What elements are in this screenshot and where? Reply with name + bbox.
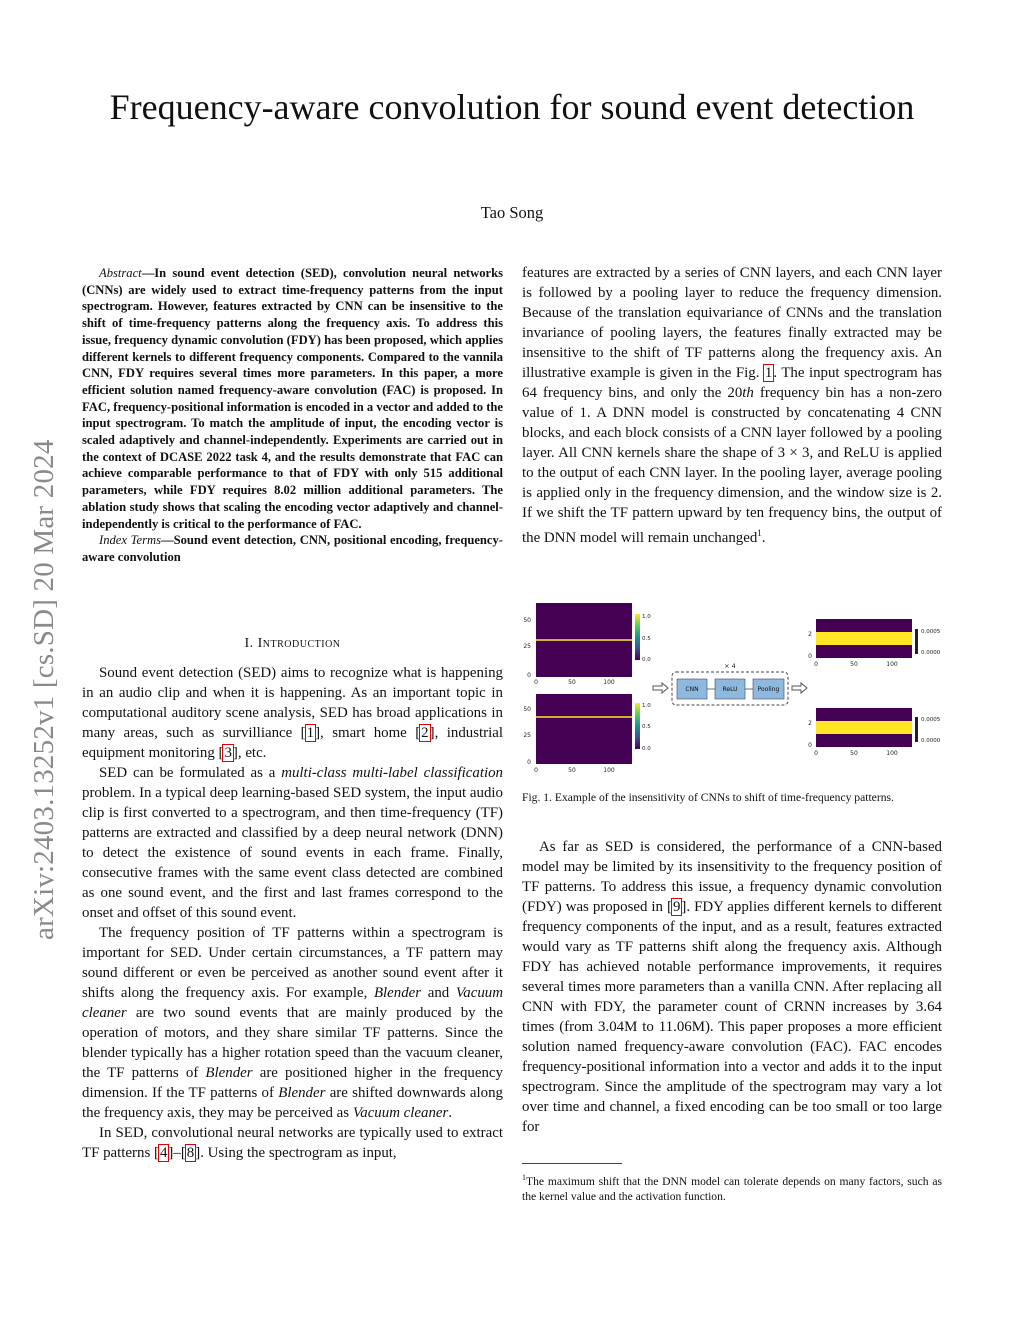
footnote-rule xyxy=(522,1163,622,1164)
cbar-tick: 0.0000 xyxy=(921,650,941,656)
y-tick: 2 xyxy=(808,720,812,727)
input-spectrogram-bottom xyxy=(523,694,651,774)
dnn-block-diagram xyxy=(672,662,788,705)
index-terms-label: Index Terms xyxy=(99,533,161,548)
citation-link[interactable]: 2 xyxy=(421,725,429,741)
x-tick: 50 xyxy=(568,767,576,774)
figure-link[interactable]: 1 xyxy=(764,365,773,381)
colorbar xyxy=(635,614,640,660)
x-tick: 0 xyxy=(534,767,538,774)
paper-title: Frequency-aware convolution for sound event detection xyxy=(109,87,915,127)
figure-caption: Fig. 1. Example of the insensitivity of CNNs to shift of time-frequency patterns. xyxy=(522,791,894,804)
paragraph: Sound event detection (SED) aims to recognize what is happening in an audio clip and when it is happening. As an important topic in computational auditory scene analysis, SED has broad applications in many areas, such as survilliance [1], smart home [2], industrial equipment monitoring [3], etc. xyxy=(82,665,503,761)
paragraph: features are extracted by a series of CNN layers, and each CNN layer is followed by a pooling layer to reduce the frequency dimension. Because of the translation equivariance of CNNs and the translation invariance of pooling layers, the features finally extracted may be insensitive to the shift of TF patterns along the frequency axis. An illustrative example is given in the Fig. 1. The input spectrogram has 64 frequency bins, and only the 20th frequency bin has a non-zero value of 1. A DNN model is constructed by concatenating 4 CNN blocks, and each block consists of a CNN layer followed by a pooling layer. All CNN kernels share the shape of 3 × 3, and ReLU is applied to the output of each CNN layer. In the pooling layer, average pooling is applied only in the frequency dimension, and the window size is 2. If we shift the TF pattern upward by ten frequency bins, the output of the DNN model will remain unchanged$^1$. xyxy=(522,265,942,546)
x-tick: 50 xyxy=(568,679,576,686)
block-label: CNN xyxy=(685,686,699,693)
citation-link[interactable]: 8 xyxy=(186,1145,195,1161)
footnote-mark[interactable]: 1 xyxy=(757,528,762,538)
citation-link[interactable]: 3 xyxy=(224,745,232,761)
x-tick: 100 xyxy=(886,750,898,757)
cbar-tick: 0.0005 xyxy=(921,629,941,635)
colorbar xyxy=(635,703,640,749)
y-tick: 25 xyxy=(523,643,531,650)
intro-left-column xyxy=(82,663,503,1163)
x-tick: 0 xyxy=(814,750,818,757)
output-map-bottom xyxy=(808,708,941,757)
cbar-tick: 0.0 xyxy=(642,746,651,752)
paragraph: In SED, convolutional neural networks are typically used to extract TF patterns [4]–[8]. Using the spectrogram as input, xyxy=(82,1125,503,1161)
x-tick: 50 xyxy=(850,661,858,668)
output-band xyxy=(816,721,912,734)
block-label: Pooling xyxy=(757,686,780,693)
right-column-top xyxy=(522,263,942,548)
y-tick: 50 xyxy=(523,706,531,713)
abstract-text: —In sound event detection (SED), convolution neural networks (CNNs) are widely used to extract time-frequency patterns from the input spectrogram. However, features extracted by CNN can be insensitive to the shift of time-frequency patterns along the frequency axis. To address this issue, frequency dynamic convolution (FDY) has been proposed, which applies different kernels to different frequency components. Compared to the vannila CNN, FDY requires several times more parameters. In this paper, a more efficient solution named frequency-aware convolution (FAC) is proposed. In FAC, frequency-positional information is encoded in a vector and added to the input spectrogram. To match the amplitude of input, the encoding vector is scaled adaptively and channel-independently. Experiments are carried out in the context of DCASE 2022 task 4, and the results demonstrate that FAC can achieve comparable performance to that of FDY with only 515 additional parameters, while FDY requires 8.02 million additional parameters. The ablation study shows that scaling the encoding vector adaptively and channel-independently is critical to the performance of FAC. xyxy=(82,266,503,531)
abstract-label: Abstract xyxy=(99,266,142,280)
cbar-tick: 0.5 xyxy=(642,724,651,730)
y-tick: 0 xyxy=(808,653,812,660)
paragraph: The frequency position of TF patterns within a spectrogram is important for SED. Under certain circumstances, a TF pattern may sound different or even be perceived as another sound event after it shifts along the frequency axis. For example, Blender and Vacuum cleaner are two sound events that are mainly produced by the operation of motors, and they share similar TF patterns. Since the blender typically has a higher rotation speed than the vacuum cleaner, the TF patterns of Blender are positioned higher in the frequency dimension. If the TF patterns of Blender are shifted downwards along the frequency axis, they may be perceived as Vacuum cleaner. xyxy=(82,925,503,1121)
x-tick: 50 xyxy=(850,750,858,757)
paragraph: SED can be formulated as a multi-class multi-label classification problem. In a typical deep learning-based SED system, the input audio clip is first converted to a spectrogram, and then time-frequency (TF) patterns are extracted and classified by a deep neural network (DNN) to detect the existence of sound events in each frame. Finally, consecutive frames with the same event class detected are combined as one sound event, and the first and last frames correspond to the onset and offset of this sound event. xyxy=(82,765,503,921)
paragraph: As far as SED is considered, the performance of a CNN-based model may be limited by its insensitivity to the frequency position of TF patterns. To address this issue, a frequency dynamic convolution (FDY) was proposed in [9]. FDY applies different kernels to different frequency components of the input, and as a result, features extracted would vary as TF patterns shift along the frequency axis. Although FDY has achieved notable performance improvements, it requires several times more parameters than a vanilla CNN. After replacing all CNN with FDY, the parameter count of CRNN increases by 3.64 times (from 3.04M to 11.06M). This paper proposes a more efficient solution named frequency-aware convolution (FAC). FAC encodes frequency-positional information into a vector and adds it to the input spectrogram. Since the amplitude of the spectrogram may vary a lot over time and channel, a fixed encoding can be too small or too large for xyxy=(522,839,942,1135)
block-label: ReLU xyxy=(722,686,738,693)
footnote: $^1$The maximum shift that the DNN model can tolerate depends on many factors, such as the kernel value and the activation function. xyxy=(522,1173,942,1203)
repeat-label: × 4 xyxy=(724,662,736,670)
spectrogram-area xyxy=(536,694,632,764)
abstract xyxy=(82,265,503,566)
y-tick: 0 xyxy=(527,672,531,679)
cbar-tick: 0.0 xyxy=(642,657,651,663)
figure-1 xyxy=(522,600,942,778)
y-tick: 0 xyxy=(808,742,812,749)
author-name: Tao Song xyxy=(480,203,544,222)
index-terms-text: —Sound event detection, CNN, positional encoding, frequency-aware convolution xyxy=(82,533,504,564)
section-heading: I. Introduction xyxy=(244,636,341,651)
y-tick: 50 xyxy=(523,617,531,624)
cbar-tick: 1.0 xyxy=(642,614,651,620)
citation-link[interactable]: 9 xyxy=(672,899,681,915)
cbar-tick: 0.0005 xyxy=(921,717,941,723)
x-tick: 100 xyxy=(603,767,615,774)
x-tick: 100 xyxy=(886,661,898,668)
cbar-tick: 0.0000 xyxy=(921,738,941,744)
input-spectrogram-top xyxy=(523,603,651,686)
x-tick: 100 xyxy=(603,679,615,686)
colorbar xyxy=(915,717,918,742)
x-tick: 0 xyxy=(814,661,818,668)
y-tick: 0 xyxy=(527,759,531,766)
output-map-top xyxy=(808,619,941,668)
x-tick: 0 xyxy=(534,679,538,686)
y-tick: 2 xyxy=(808,631,812,638)
cbar-tick: 0.5 xyxy=(642,636,651,642)
cbar-tick: 1.0 xyxy=(642,703,651,709)
citation-link[interactable]: 1 xyxy=(306,725,315,741)
right-column-bottom xyxy=(522,837,942,1137)
citation-link[interactable]: 4 xyxy=(159,1145,168,1161)
colorbar xyxy=(915,629,918,654)
output-band xyxy=(816,632,912,645)
arxiv-identifier: arXiv:2403.13252v1 [cs.SD] 20 Mar 2024 xyxy=(28,439,60,940)
y-tick: 25 xyxy=(523,732,531,739)
